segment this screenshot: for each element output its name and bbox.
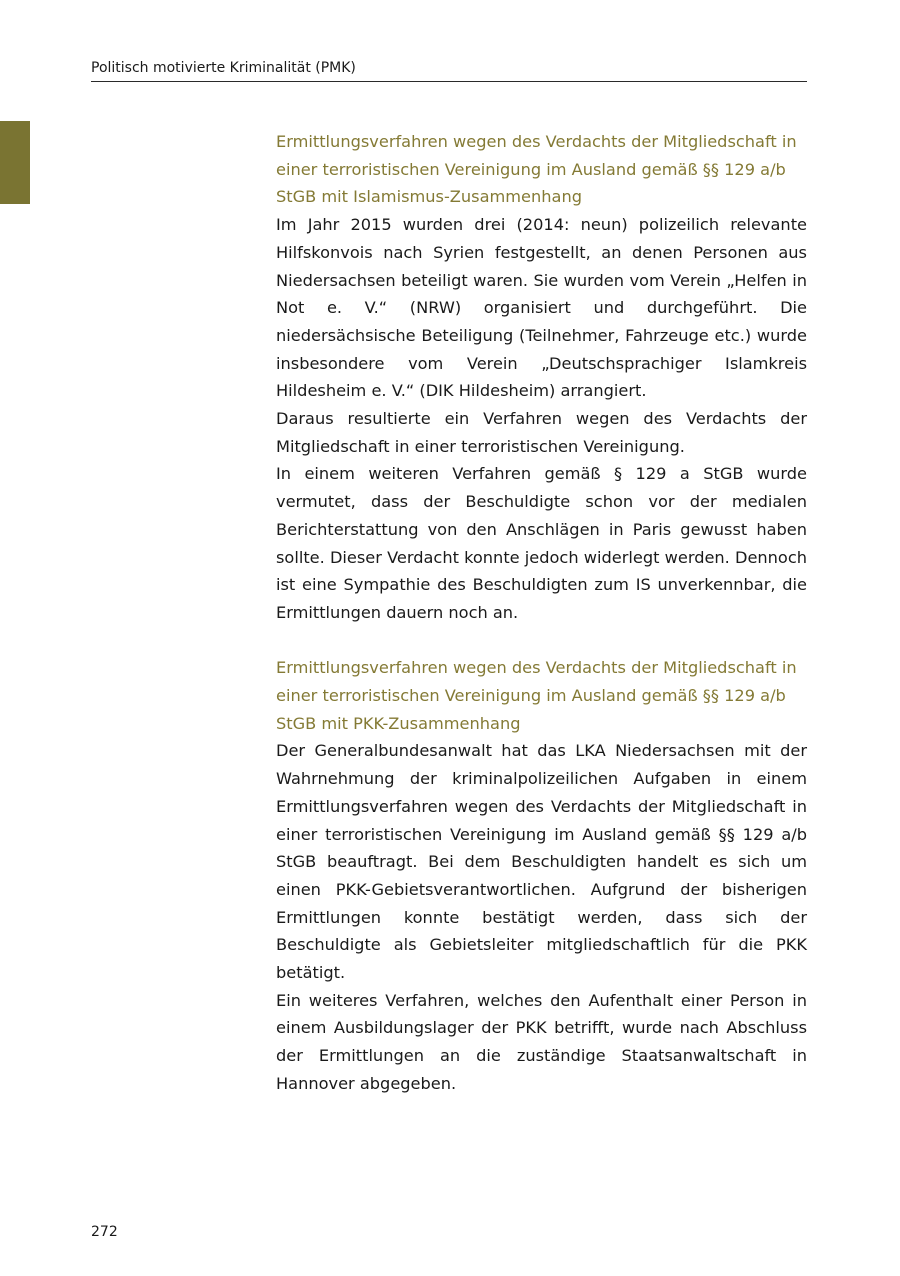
running-title: Politisch motivierte Kriminalität (PMK) (91, 60, 356, 76)
paragraph: Der Generalbundesanwalt hat das LKA Niedersachsen mit der Wahrnehmung der kriminalpolizeilichen Aufgaben in einem Ermittlungsverfahren wegen des Verdachts der Mitgliedschaft in einer terroristischen Vereinigung im Ausland gemäß §§ 129 a/b StGB beauftragt. Bei dem Beschuldigten handelt es sich um einen PKK-Gebietsverantwortlichen. Aufgrund der bisherigen Ermittlungen konnte bestätigt werden, dass sich der Beschuldigte als Gebietsleiter mitgliedschaftlich für die PKK betätigt. (276, 741, 807, 983)
paragraph: Im Jahr 2015 wurden drei (2014: neun) polizeilich relevante Hilfskonvois nach Syrien festgestellt, an denen Personen aus Niedersachsen beteiligt waren. Sie wurden vom Verein „Helfen in Not e. V.“ (NRW) organisiert und durchgeführt. Die niedersächsische Beteiligung (Teilnehmer, Fahrzeuge etc.) wurde insbesondere vom Verein „Deutschsprachiger Islamkreis Hildesheim e. V.“ (DIK Hildesheim) arrangiert. (276, 215, 807, 401)
section-heading: Ermittlungsverfahren wegen des Verdachts der Mitgliedschaft in einer terroristischen Vereinigung im Ausland gemäß §§ 129 a/b StGB mit PKK-Zusammenhang (276, 658, 797, 733)
section-heading: Ermittlungsverfahren wegen des Verdachts der Mitgliedschaft in einer terroristischen Vereinigung im Ausland gemäß §§ 129 a/b StGB mit Islamismus-Zusammenhang (276, 132, 797, 207)
paragraph: In einem weiteren Verfahren gemäß § 129 a StGB wurde vermutet, dass der Beschuldigte schon vor der medialen Berichterstattung von den Anschlägen in Paris gewusst haben sollte. Dieser Verdacht konnte jedoch widerlegt werden. Dennoch ist eine Sympathie des Beschuldigten zum IS unverkennbar, die Ermittlungen dauern noch an. (276, 464, 807, 622)
page-number: 272 (91, 1224, 118, 1240)
section-spacer (276, 627, 807, 655)
paragraph: Ein weiteres Verfahren, welches den Aufenthalt einer Person in einem Ausbildungslager der PKK betrifft, wurde nach Abschluss der Ermittlungen an die zuständige Staatsanwaltschaft in Hannover abgegeben. (276, 990, 807, 1093)
main-content (276, 128, 807, 1098)
section-marker-tab (0, 121, 30, 204)
section-pkk (276, 654, 807, 1097)
section-islamismus (276, 128, 807, 627)
running-header (91, 58, 807, 82)
paragraph: Daraus resultierte ein Verfahren wegen des Verdachts der Mitgliedschaft in einer terroristischen Vereinigung. (276, 409, 807, 456)
